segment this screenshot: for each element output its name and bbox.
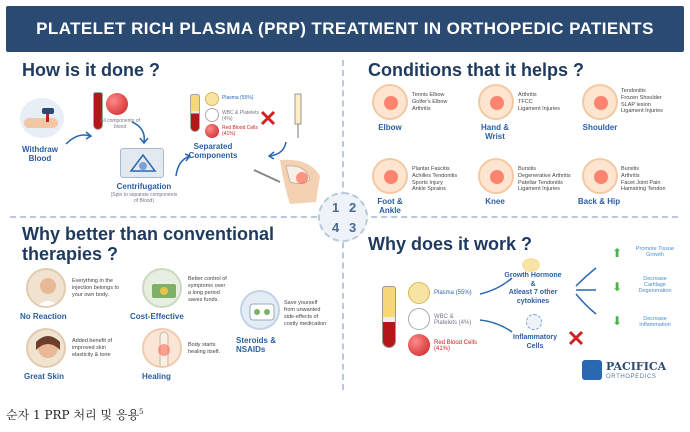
works-rbc-label: Red Blood Cells (41%) bbox=[434, 340, 478, 352]
inflammatory-cells-label: Inflammatory Cells bbox=[513, 334, 557, 350]
centrifugation-sublabel: (Spin to separate components of Blood) bbox=[110, 192, 178, 204]
outcome-inflammation: Decrease Inflammation bbox=[639, 316, 671, 328]
withdraw-blood-illustration bbox=[20, 98, 64, 138]
condition-label-shoulder: Shoulder bbox=[582, 123, 618, 132]
therapy-label-no-reaction: No Reaction bbox=[20, 312, 67, 321]
growth-hormone-label: Growth Hormone & Atleast 7 other cytokines bbox=[504, 272, 562, 305]
works-title: Why does it work ? bbox=[368, 234, 533, 254]
cost-effective-icon bbox=[142, 268, 182, 308]
rbc-label: Red Blood Cells (41%) bbox=[222, 125, 258, 137]
quadrant-number-4: 4 bbox=[332, 220, 340, 235]
figure-caption: 순자 1 PRP 처리 및 응용$^5$ bbox=[6, 408, 144, 422]
platelet-icon bbox=[205, 108, 219, 122]
condition-label-elbow: Elbow bbox=[378, 123, 402, 132]
therapy-text-no-reaction: Everything in the injection belongs to your own body. bbox=[72, 278, 120, 298]
separated-tube-icon bbox=[190, 94, 200, 132]
therapy-label-steroids: Steroids & NSAIDs bbox=[236, 336, 277, 354]
all-components-label: All components of blood bbox=[100, 118, 140, 130]
shoulder-icon bbox=[582, 84, 618, 120]
down-arrow-icon: ⬇ bbox=[612, 280, 623, 294]
plasma-cell-icon bbox=[408, 282, 430, 304]
reject-x-icon bbox=[260, 110, 276, 126]
block-x-icon bbox=[568, 330, 584, 346]
outcome-cartilage: Decrease Cartilage Degeneration bbox=[638, 276, 672, 294]
pills-icon bbox=[240, 290, 280, 330]
quadrant-number-1: 1 bbox=[332, 200, 340, 215]
therapy-label-healing: Healing bbox=[142, 372, 171, 381]
therapy-text-healing: Body starts healing itself. bbox=[188, 342, 221, 355]
arm-icon bbox=[20, 98, 64, 138]
works-wbc-label: WBC & Platelets (4%) bbox=[434, 314, 472, 326]
therapy-text-cost-effective: Better control of symptoms over a long period saves funds. bbox=[188, 276, 227, 303]
therapy-text-steroids: Save yourself from unwanted side-effects of costly medication bbox=[284, 300, 327, 327]
foot-ankle-icon bbox=[372, 158, 408, 194]
plasma-icon bbox=[205, 92, 219, 106]
logo-name: PACIFICA bbox=[606, 360, 667, 373]
up-arrow-icon: ⬆ bbox=[612, 246, 623, 260]
outcome-arrows bbox=[574, 262, 604, 322]
pacifica-logo-mark bbox=[582, 360, 602, 380]
header-banner bbox=[6, 6, 684, 52]
outcome-promote: Promote Tissue Growth bbox=[635, 246, 675, 258]
condition-label-knee: Knee bbox=[485, 197, 505, 206]
back-hip-icon bbox=[582, 158, 618, 194]
down-arrow-icon-2: ⬇ bbox=[612, 314, 623, 328]
condition-label-hand-wrist: Hand & Wrist bbox=[481, 123, 509, 141]
arrow-right-icon bbox=[64, 128, 94, 148]
better-title-line2: therapies ? bbox=[22, 244, 119, 264]
no-reaction-icon bbox=[26, 268, 66, 308]
therapy-label-great-skin: Great Skin bbox=[24, 372, 65, 381]
elbow-icon bbox=[372, 84, 408, 120]
wbc-label: WBC & Platelets (4%) bbox=[222, 110, 259, 122]
plasma-label: Plasma (55%) bbox=[222, 95, 254, 101]
syringe-icon bbox=[288, 92, 308, 140]
quadrant-number-2: 2 bbox=[349, 200, 357, 215]
platelet-cell-icon bbox=[408, 308, 430, 330]
logo-sub: ORTHOPEDICS bbox=[606, 374, 657, 380]
condition-list-back-hip: Bursitis Arthritis Facet Joint Pain Hamstring Tendon bbox=[621, 166, 666, 193]
page-title: PLATELET RICH PLASMA (PRP) TREATMENT IN ORTHOPEDIC PATIENTS bbox=[36, 19, 654, 38]
condition-list-elbow: Tennis Elbow Golfer's Elbow Arthritis bbox=[412, 92, 448, 112]
rbc-icon bbox=[205, 124, 219, 138]
works-plasma-label: Plasma (55%) bbox=[434, 290, 472, 296]
how-title: How is it done ? bbox=[22, 60, 160, 80]
condition-list-hand-wrist: Arthritis TFCC Ligament Injuries bbox=[518, 92, 560, 112]
red-blood-cell-icon bbox=[408, 334, 430, 356]
growth-hormone-icon bbox=[522, 258, 540, 272]
condition-label-back-hip: Back & Hip bbox=[577, 197, 621, 206]
inflammatory-cells-icon bbox=[526, 314, 542, 330]
centrifugation-label: Centrifugation bbox=[116, 182, 172, 191]
condition-label-foot-ankle: Foot & Ankle bbox=[377, 197, 403, 215]
knee-icon bbox=[478, 158, 514, 194]
arrow-down-icon bbox=[128, 120, 152, 146]
separated-components-label: Separated Components bbox=[188, 142, 238, 160]
quadrant-number-3: 3 bbox=[349, 220, 357, 235]
shoulder-illustration bbox=[250, 156, 326, 206]
blood-cells-icon bbox=[106, 93, 128, 115]
great-skin-icon bbox=[26, 328, 66, 368]
withdraw-blood-label: Withdraw Blood bbox=[22, 145, 58, 163]
better-title-line1: Why better than conventional bbox=[22, 224, 275, 244]
blood-tube-separated-icon bbox=[382, 286, 396, 348]
healing-knee-icon bbox=[142, 328, 182, 368]
condition-list-knee: Bursitis Degenerative Arthritis Patellar Tendonitis Ligament Injuries bbox=[518, 166, 571, 193]
centrifuge-icon bbox=[120, 148, 164, 178]
therapy-label-cost-effective: Cost-Effective bbox=[130, 312, 184, 321]
condition-list-foot-ankle: Plantar Fascitis Achilles Tendonitis Sports Injury Ankle Sprains bbox=[412, 166, 458, 193]
condition-list-shoulder: Tendonitis Frozen Shoulder SLAP lesion Ligament Injuries bbox=[621, 88, 663, 115]
hand-wrist-icon bbox=[478, 84, 514, 120]
therapy-text-great-skin: Added benefit of improved skin elasticity & tone bbox=[72, 338, 113, 358]
conditions-title: Conditions that it helps ? bbox=[368, 60, 584, 80]
